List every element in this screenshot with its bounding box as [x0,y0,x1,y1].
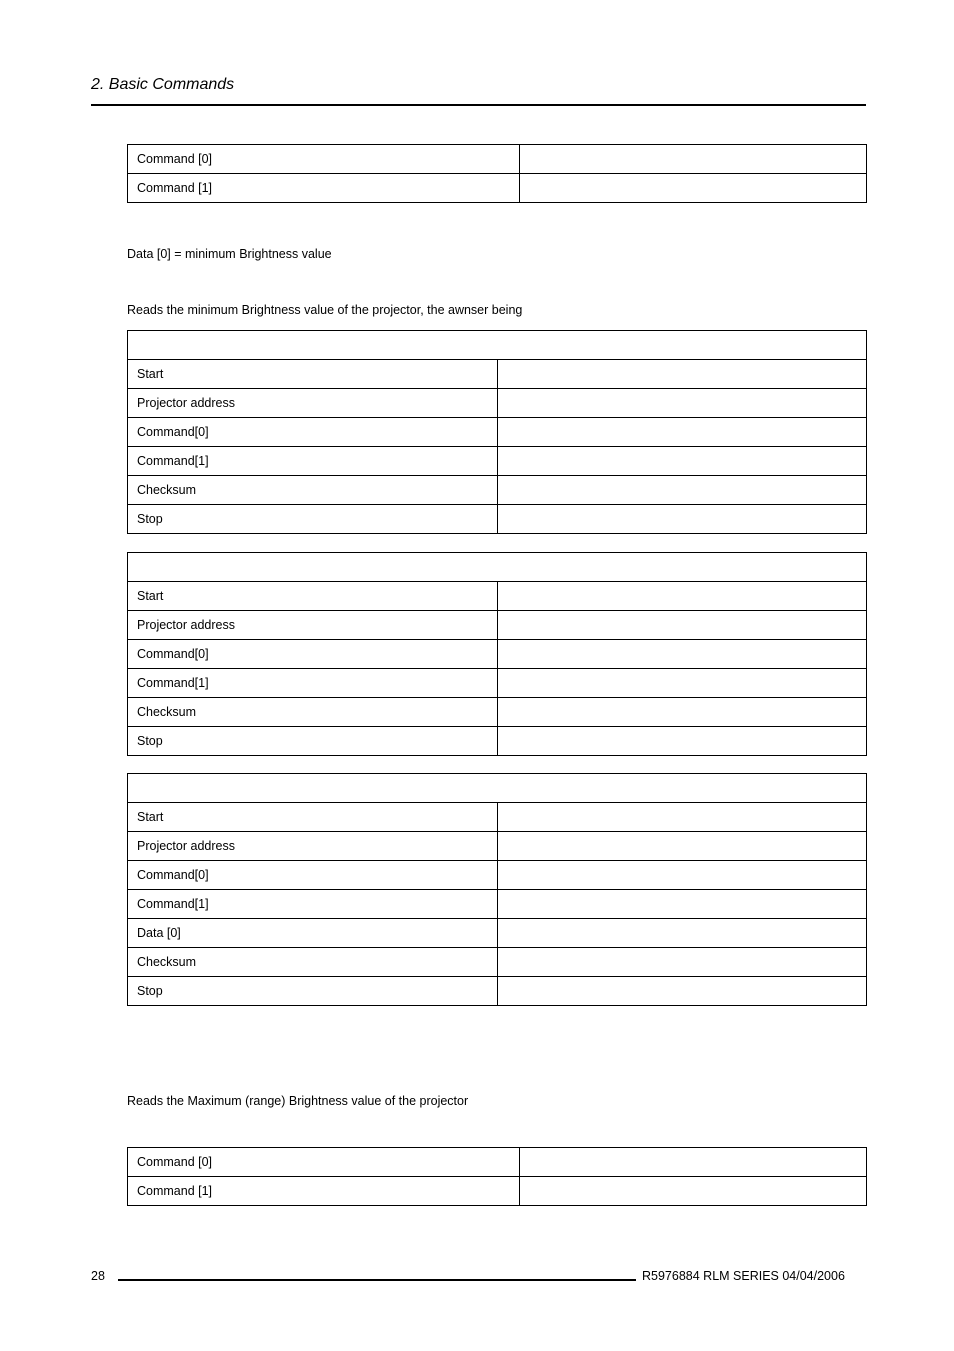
row-value [520,174,867,203]
frame-table-2 [127,552,867,756]
row-value [497,669,867,698]
read-max-description: Reads the Maximum (range) Brightness value of the projector [127,1094,469,1108]
row-label: Command [1] [128,1177,520,1206]
row-value [497,803,867,832]
table-row [128,698,867,727]
table-caption [128,553,867,582]
row-label: Command[1] [128,447,498,476]
row-label: Checksum [128,948,498,977]
row-value [520,1148,867,1177]
row-value [497,505,867,534]
table-row [128,505,867,534]
table-row [128,447,867,476]
table-caption-row [128,553,867,582]
row-label: Command[1] [128,669,498,698]
table-row [128,890,867,919]
row-value [497,582,867,611]
row-value [497,698,867,727]
document-reference: R5976884 RLM SERIES 04/04/2006 [642,1269,845,1283]
table-row [128,669,867,698]
frame-table-1 [127,330,867,534]
row-value [497,727,867,756]
table-row [128,727,867,756]
frame-table-3 [127,773,867,1006]
table-row [128,640,867,669]
footer-divider [118,1279,636,1281]
row-label: Command [0] [128,1148,520,1177]
table-caption-row [128,774,867,803]
row-value [497,447,867,476]
table-row [128,1177,867,1206]
table-caption-row [128,331,867,360]
row-label: Stop [128,505,498,534]
row-value [520,1177,867,1206]
table-row [128,948,867,977]
row-label: Command[1] [128,890,498,919]
row-value [497,389,867,418]
table-row [128,611,867,640]
row-value [497,418,867,447]
table-row [128,418,867,447]
table-row [128,389,867,418]
row-label: Projector address [128,389,498,418]
command-table-minimum-brightness [127,144,867,203]
row-value [497,977,867,1006]
row-value [497,611,867,640]
row-label: Command[0] [128,418,498,447]
command-table-maximum-brightness [127,1147,867,1206]
row-label: Start [128,360,498,389]
table-row [128,977,867,1006]
row-value [520,145,867,174]
page-title: 2. Basic Commands [91,76,235,93]
row-label: Stop [128,977,498,1006]
table-caption [128,331,867,360]
table-row [128,1148,867,1177]
row-label: Command[0] [128,861,498,890]
row-value [497,476,867,505]
row-value [497,360,867,389]
row-value [497,890,867,919]
table-row [128,919,867,948]
row-label: Data [0] [128,919,498,948]
read-description: Reads the minimum Brightness value of the projector, the awnser being [127,303,523,317]
row-label: Command [0] [128,145,520,174]
row-label: Stop [128,727,498,756]
page-header [91,74,866,106]
table-row [128,832,867,861]
row-value [497,861,867,890]
row-label: Start [128,803,498,832]
row-label: Command [1] [128,174,520,203]
row-label: Start [128,582,498,611]
table-row [128,582,867,611]
data-description: Data [0] = minimum Brightness value [127,247,332,261]
row-label: Checksum [128,476,498,505]
table-caption [128,774,867,803]
table-row [128,476,867,505]
table-row [128,803,867,832]
table-row [128,145,867,174]
row-label: Projector address [128,832,498,861]
row-value [497,832,867,861]
row-label: Command[0] [128,640,498,669]
row-value [497,919,867,948]
row-value [497,948,867,977]
table-row [128,360,867,389]
table-row [128,861,867,890]
table-row [128,174,867,203]
row-value [497,640,867,669]
row-label: Projector address [128,611,498,640]
page-number: 28 [91,1269,105,1283]
row-label: Checksum [128,698,498,727]
